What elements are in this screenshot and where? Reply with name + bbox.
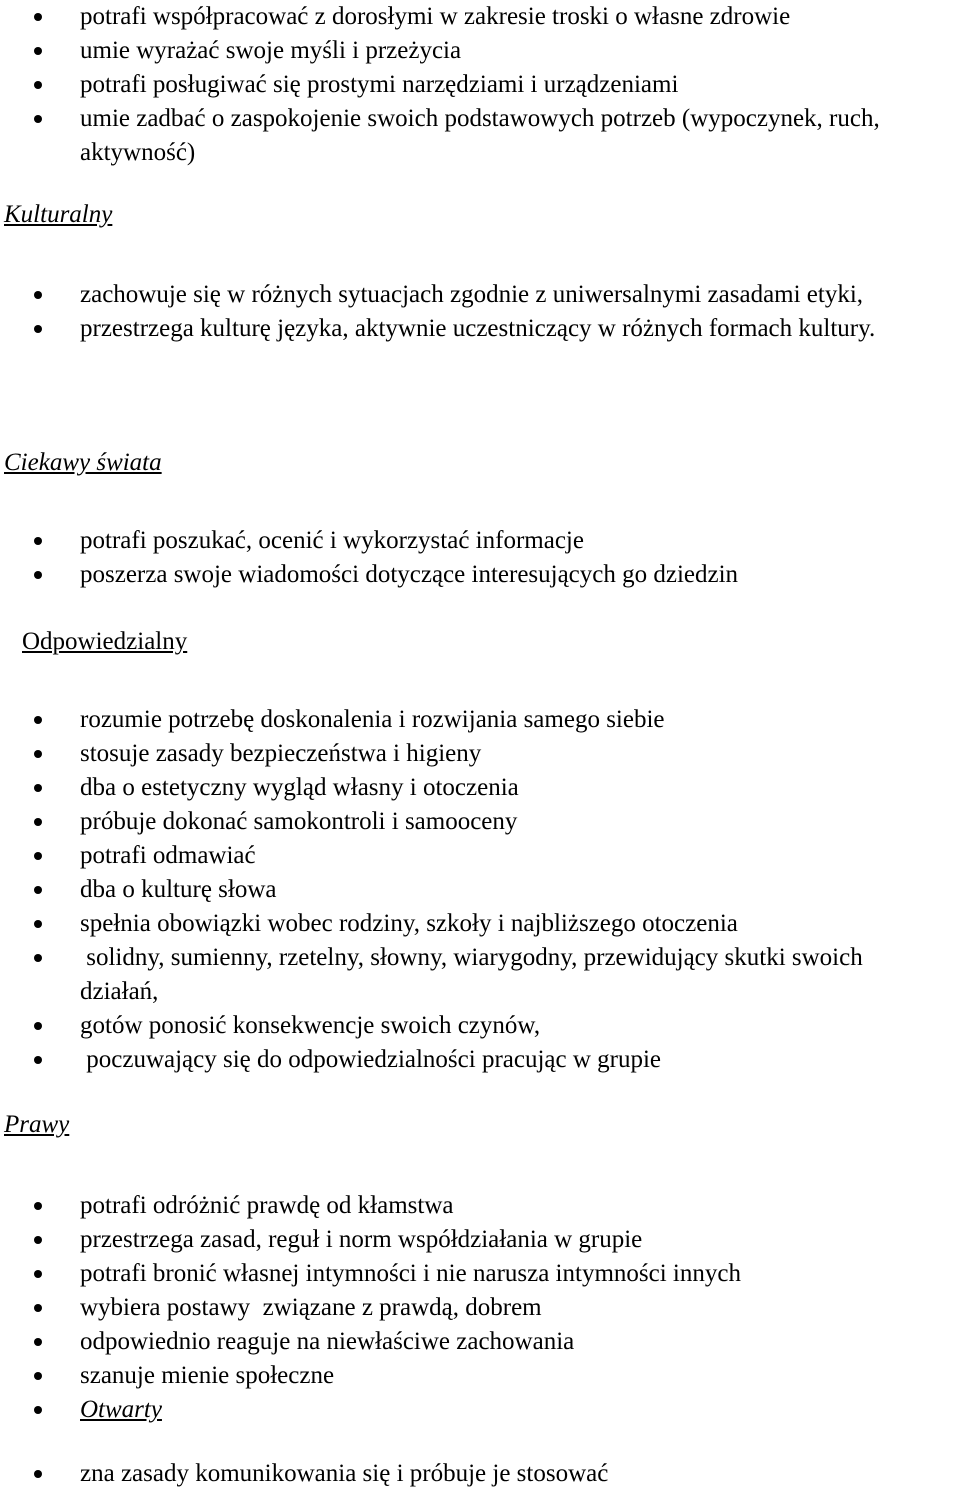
list-item: stosuje zasady bezpieczeństwa i higieny (0, 737, 960, 771)
bullet-icon (34, 571, 42, 579)
list-item: potrafi współpracować z dorosłymi w zakresie troski o własne zdrowie (0, 0, 960, 34)
list-item: zachowuje się w różnych sytuacjach zgodnie z uniwersalnymi zasadami etyki, (0, 278, 960, 312)
bullet-icon (34, 784, 42, 792)
list-item: dba o estetyczny wygląd własny i otoczenia (0, 771, 960, 805)
heading-otwarty: Otwarty (80, 1396, 162, 1423)
bullet-icon (34, 291, 42, 299)
list-item: wybiera postawy związane z prawdą, dobrem (0, 1291, 960, 1325)
bullet-icon (34, 1270, 42, 1278)
ciekawy-list (0, 524, 960, 592)
list-item: próbuje dokonać samokontroli i samooceny (0, 805, 960, 839)
list-item: potrafi posługiwać się prostymi narzędziami i urządzeniami (0, 68, 960, 102)
otwarty-list (0, 1457, 960, 1491)
bullet-icon (34, 852, 42, 860)
bullet-icon (34, 750, 42, 758)
list-item: przestrzega zasad, reguł i norm współdziałania w grupie (0, 1223, 960, 1257)
list-item: umie wyrażać swoje myśli i przeżycia (0, 34, 960, 68)
bullet-icon (34, 1304, 42, 1312)
list-item: poczuwający się do odpowiedzialności pracując w grupie (0, 1043, 960, 1077)
list-item: odpowiednio reaguje na niewłaściwe zachowania (0, 1325, 960, 1359)
bullet-icon (34, 1022, 42, 1030)
bullet-icon (34, 47, 42, 55)
bullet-icon (34, 1338, 42, 1346)
bullet-icon (34, 954, 42, 962)
list-item: szanuje mienie społeczne (0, 1359, 960, 1393)
bullet-icon (34, 1470, 42, 1478)
bullet-icon (34, 818, 42, 826)
bullet-icon (34, 1236, 42, 1244)
kulturalny-list (0, 278, 960, 346)
list-item: zna zasady komunikowania się i próbuje je stosować (0, 1457, 960, 1491)
bullet-icon (34, 115, 42, 123)
bullet-icon (34, 13, 42, 21)
list-item: potrafi odróżnić prawdę od kłamstwa (0, 1189, 960, 1223)
bullet-icon (34, 716, 42, 724)
intro-list (0, 0, 960, 170)
heading-odpowiedzialny: Odpowiedzialny (22, 628, 188, 655)
bullet-icon (34, 537, 42, 545)
list-item: potrafi bronić własnej intymności i nie narusza intymności innych (0, 1257, 960, 1291)
list-item: poszerza swoje wiadomości dotyczące interesujących go dziedzin (0, 558, 960, 592)
odpowiedzialny-list (0, 703, 960, 1077)
list-item: gotów ponosić konsekwencje swoich czynów, (0, 1009, 960, 1043)
list-item: umie zadbać o zaspokojenie swoich podstawowych potrzeb (wypoczynek, ruch, aktywność) (0, 102, 960, 170)
list-item: dba o kulturę słowa (0, 873, 960, 907)
bullet-icon (34, 81, 42, 89)
list-item: rozumie potrzebę doskonalenia i rozwijania samego siebie (0, 703, 960, 737)
list-item-heading (0, 1393, 960, 1427)
list-item: solidny, sumienny, rzetelny, słowny, wiarygodny, przewidujący skutki swoich działań, (0, 941, 960, 1009)
heading-prawy: Prawy (4, 1111, 70, 1138)
bullet-icon (34, 1372, 42, 1380)
prawy-list (0, 1189, 960, 1427)
bullet-icon (34, 1406, 42, 1414)
heading-kulturalny: Kulturalny (4, 201, 113, 228)
list-item: potrafi odmawiać (0, 839, 960, 873)
bullet-icon (34, 920, 42, 928)
heading-ciekawy-swiata: Ciekawy świata (4, 449, 162, 476)
bullet-icon (34, 1202, 42, 1210)
bullet-icon (34, 886, 42, 894)
bullet-icon (34, 325, 42, 333)
bullet-icon (34, 1056, 42, 1064)
list-item: potrafi poszukać, ocenić i wykorzystać informacje (0, 524, 960, 558)
list-item: spełnia obowiązki wobec rodziny, szkoły i najbliższego otoczenia (0, 907, 960, 941)
list-item: przestrzega kulturę języka, aktywnie uczestniczący w różnych formach kultury. (0, 312, 960, 346)
